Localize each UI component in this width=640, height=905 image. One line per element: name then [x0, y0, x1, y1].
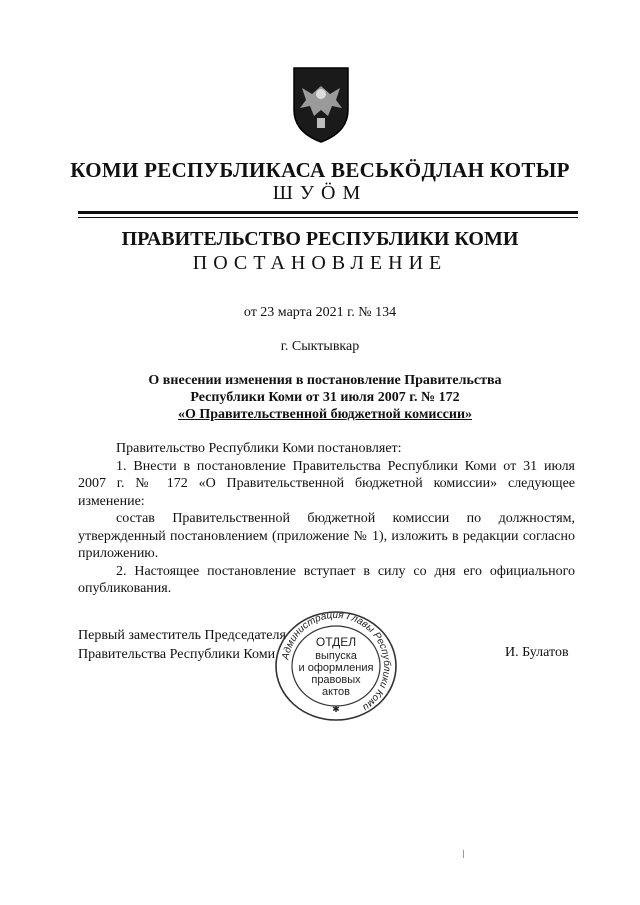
stamp-ring-text: Администрация Главы Республики Коми	[280, 609, 393, 713]
subject-line-2: Республики Коми от 31 июля 2007 г. № 172	[190, 390, 460, 405]
stamp-star-icon: ✱	[332, 705, 340, 715]
scan-speck	[463, 850, 464, 858]
body-paragraph-4: 2. Настоящее постановление вступает в силу со дня его официального опубликования.	[78, 563, 575, 596]
subject-line-1: О внесении изменения в постановление Правительства	[148, 373, 502, 388]
decree-city: г. Сыктывкар	[280, 339, 360, 354]
stamp-line-2: выпуска	[315, 650, 357, 662]
stamp-line-5: актов	[322, 686, 350, 698]
body-paragraph-1: Правительство Республики Коми постановляет:	[116, 441, 402, 456]
coat-of-arms-emblem	[290, 64, 352, 144]
stamp-line-3: и оформления	[298, 662, 374, 674]
subject-line-3: «О Правительственной бюджетной комиссии»	[177, 407, 473, 422]
russian-decree-word: ПОСТАНОВЛЕНИЕ	[192, 252, 448, 274]
decree-body	[78, 440, 575, 598]
official-stamp	[266, 606, 406, 726]
signatory-name: И. Булатов	[505, 645, 569, 660]
header-divider-thick	[78, 211, 578, 214]
stamp-line-4: правовых	[311, 674, 361, 686]
stamp-line-1: ОТДЕЛ	[315, 635, 357, 649]
body-paragraph-2: 1. Внести в постановление Правительства Республики Коми от 31 июля 2007 г. № 172 «О Правительственной бюджетной комиссии» следующее изменение:	[78, 458, 575, 509]
signatory-position-line-1: Первый заместитель Председателя	[78, 628, 286, 643]
decree-subject	[80, 372, 570, 423]
signatory-position	[78, 626, 286, 664]
decree-date-number: от 23 марта 2021 г. № 134	[243, 305, 397, 320]
body-paragraph-3: состав Правительственной бюджетной комиссии по должностям, утвержденный постановлением (приложение № 1), изложить в редакции согласно приложению.	[78, 511, 575, 561]
header-divider-thin	[78, 217, 578, 218]
russian-government-title: ПРАВИТЕЛЬСТВО РЕСПУБЛИКИ КОМИ	[121, 228, 519, 250]
komi-government-title: КОМИ РЕСПУБЛИКАСА ВЕСЬКÖДЛАН КОТЫР	[70, 158, 570, 182]
komi-decree-word: ШУÖМ	[272, 182, 368, 204]
signatory-position-line-2: Правительства Республики Коми	[78, 647, 276, 662]
